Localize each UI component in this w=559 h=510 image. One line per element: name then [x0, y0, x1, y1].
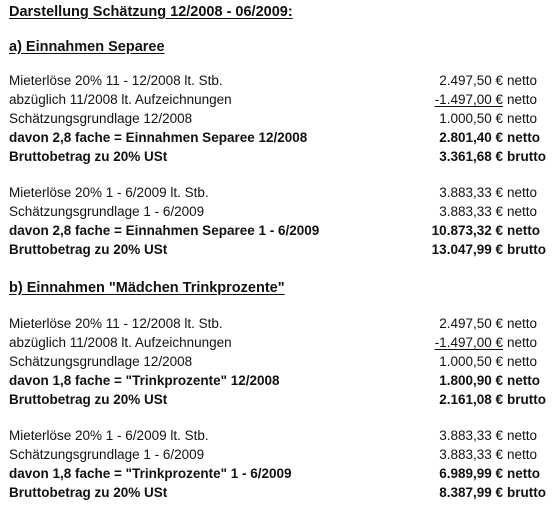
table-row: [9, 334, 551, 352]
row-unit: brutto: [507, 485, 546, 500]
row-label: Schätzungsgrundlage 1 - 6/2009: [9, 447, 205, 462]
row-amount: 3.883,33 €: [439, 185, 503, 200]
table-row: [9, 446, 551, 464]
row-label: Mieterlöse 20% 11 - 12/2008 lt. Stb.: [9, 316, 223, 331]
table-row: [9, 372, 551, 390]
table-row: [9, 353, 551, 371]
row-unit: netto: [507, 447, 538, 462]
row-label: davon 2,8 fache = Einnahmen Separee 1 - 6/2009: [9, 223, 320, 238]
row-unit: netto: [507, 354, 538, 369]
row-unit: netto: [507, 185, 538, 200]
row-label: abzüglich 11/2008 lt. Aufzeichnungen: [9, 335, 232, 350]
table-row: [9, 91, 551, 109]
row-label: Schätzungsgrundlage 12/2008: [9, 354, 193, 369]
row-unit: netto: [507, 204, 538, 219]
row-amount: 3.361,68 €: [439, 149, 503, 164]
row-amount: 2.497,50 €: [439, 73, 503, 88]
row-amount: 13.047,99 €: [431, 242, 503, 257]
row-unit: netto: [507, 428, 538, 443]
table-row: [9, 72, 551, 90]
table-row: [9, 427, 551, 445]
table-row: [9, 465, 551, 483]
row-amount: 8.387,99 €: [439, 485, 503, 500]
row-unit: netto: [507, 223, 540, 238]
row-amount: 1.800,90 €: [439, 373, 503, 388]
row-label: Bruttobetrag zu 20% USt: [9, 392, 168, 407]
row-label: davon 2,8 fache = Einnahmen Separee 12/2008: [9, 130, 308, 145]
row-label: Schätzungsgrundlage 1 - 6/2009: [9, 204, 205, 219]
row-unit: brutto: [507, 242, 546, 257]
row-amount: 1.000,50 €: [439, 111, 503, 126]
table-row: [9, 203, 551, 221]
document-title: Darstellung Schätzung 12/2008 - 06/2009:: [9, 4, 293, 20]
row-amount: -1.497,00 €: [434, 335, 503, 350]
row-label: Mieterlöse 20% 11 - 12/2008 lt. Stb.: [9, 73, 223, 88]
row-amount: 3.883,33 €: [439, 447, 503, 462]
row-amount: 2.497,50 €: [439, 316, 503, 331]
table-row: [9, 222, 551, 240]
row-label: davon 1,8 fache = "Trinkprozente" 1 - 6/2009: [9, 466, 292, 481]
row-label: Schätzungsgrundlage 12/2008: [9, 111, 193, 126]
row-label: davon 1,8 fache = "Trinkprozente" 12/2008: [9, 373, 280, 388]
row-amount: 3.883,33 €: [439, 428, 503, 443]
section-heading-separee: a) Einnahmen Separee: [9, 39, 165, 55]
table-row: [9, 391, 551, 409]
row-unit: netto: [507, 335, 538, 350]
table-row: [9, 184, 551, 202]
row-unit: netto: [507, 92, 538, 107]
row-label: Mieterlöse 20% 1 - 6/2009 lt. Stb.: [9, 185, 209, 200]
table-row: [9, 484, 551, 502]
table-row: [9, 110, 551, 128]
row-amount: 3.883,33 €: [439, 204, 503, 219]
row-unit: netto: [507, 130, 540, 145]
row-label: Bruttobetrag zu 20% USt: [9, 242, 168, 257]
row-unit: netto: [507, 73, 538, 88]
section-heading-trinkprozente: b) Einnahmen "Mädchen Trinkprozente": [9, 280, 285, 296]
row-amount: 2.161,08 €: [439, 392, 503, 407]
table-row: [9, 129, 551, 147]
row-amount: -1.497,00 €: [434, 92, 503, 107]
row-label: Mieterlöse 20% 1 - 6/2009 lt. Stb.: [9, 428, 209, 443]
row-amount: 10.873,32 €: [431, 223, 503, 238]
row-unit: netto: [507, 373, 540, 388]
row-amount: 1.000,50 €: [439, 354, 503, 369]
row-label: Bruttobetrag zu 20% USt: [9, 485, 168, 500]
row-unit: brutto: [507, 149, 546, 164]
table-row: [9, 315, 551, 333]
row-unit: netto: [507, 111, 538, 126]
row-amount: 2.801,40 €: [439, 130, 503, 145]
table-row: [9, 241, 551, 259]
row-amount: 6.989,99 €: [439, 466, 503, 481]
row-unit: netto: [507, 466, 540, 481]
row-unit: netto: [507, 316, 538, 331]
table-row: [9, 148, 551, 166]
row-label: Bruttobetrag zu 20% USt: [9, 149, 168, 164]
row-unit: brutto: [507, 392, 546, 407]
row-label: abzüglich 11/2008 lt. Aufzeichnungen: [9, 92, 232, 107]
